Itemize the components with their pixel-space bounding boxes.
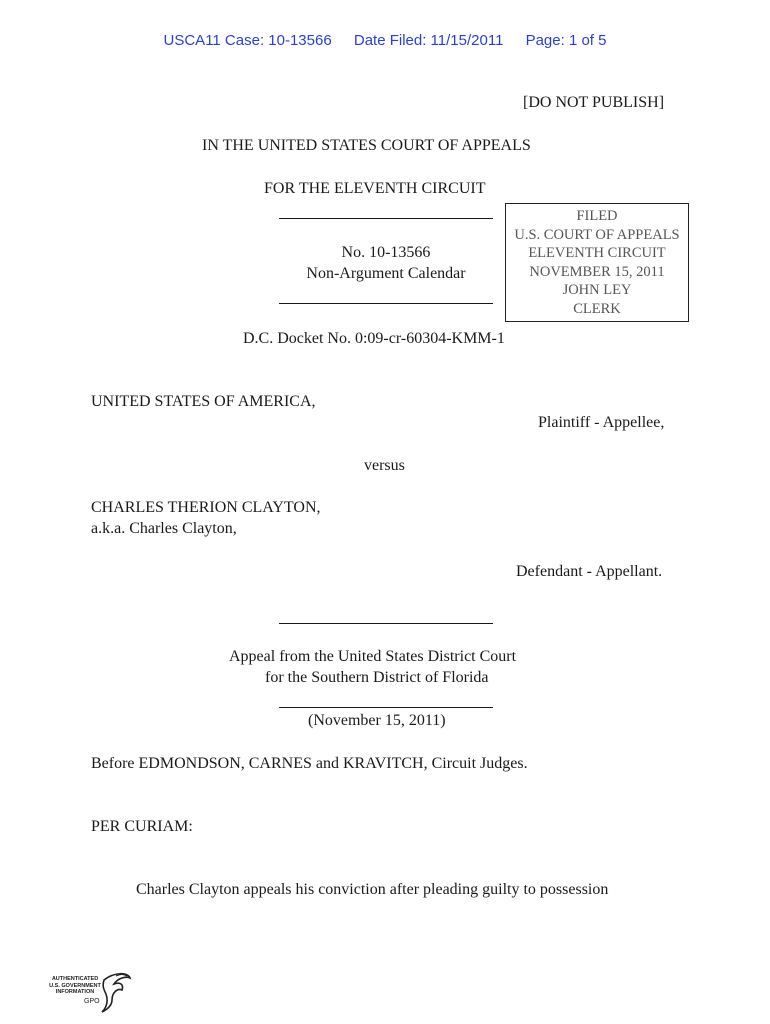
plaintiff-name: UNITED STATES OF AMERICA, <box>91 393 316 410</box>
defendant-name: CHARLES THERION CLAYTON, <box>91 499 321 516</box>
eagle-icon <box>100 970 134 1016</box>
gpo-authentication-logo <box>44 970 134 1016</box>
divider <box>279 218 493 219</box>
page-indicator: Page: 1 of 5 <box>525 32 607 49</box>
stamp-line: JOHN LEY <box>562 282 632 298</box>
gpo-mark: GPO <box>84 998 100 1005</box>
circuit-title: FOR THE ELEVENTH CIRCUIT <box>264 180 486 197</box>
divider <box>279 707 493 708</box>
gpo-logo-text <box>44 976 106 996</box>
versus-text: versus <box>364 457 405 474</box>
defendant-role: Defendant - Appellant. <box>516 563 663 580</box>
opinion-text: Charles Clayton appeals his conviction after pleading guilty to possession <box>136 881 609 898</box>
gpo-logo-line: INFORMATION <box>55 989 95 995</box>
per-curiam: PER CURIAM: <box>91 818 193 835</box>
publish-note: [DO NOT PUBLISH] <box>523 94 665 111</box>
filed-stamp <box>505 203 689 322</box>
appeal-line-2: for the Southern District of Florida <box>265 669 489 686</box>
appeal-line-1: Appeal from the United States District Court <box>229 648 517 665</box>
divider <box>279 303 493 304</box>
case-no: No. 10-13566 <box>341 244 431 261</box>
case-number: USCA11 Case: 10-13566 <box>163 32 332 49</box>
stamp-line: ELEVENTH CIRCUIT <box>528 245 666 261</box>
defendant-aka: a.k.a. Charles Clayton, <box>91 520 237 537</box>
decision-date: (November 15, 2011) <box>308 712 446 729</box>
plaintiff-role: Plaintiff - Appellee, <box>538 414 665 431</box>
gpo-logo-line: U.S. GOVERNMENT <box>49 982 101 989</box>
case-header <box>0 32 770 49</box>
court-title: IN THE UNITED STATES COURT OF APPEALS <box>202 137 531 154</box>
stamp-line: FILED <box>576 208 618 224</box>
gpo-logo-line: AUTHENTICATED <box>51 976 99 982</box>
calendar-type: Non-Argument Calendar <box>306 265 466 282</box>
stamp-line: NOVEMBER 15, 2011 <box>529 263 665 280</box>
stamp-line: CLERK <box>573 300 621 317</box>
panel-judges: Before EDMONDSON, CARNES and KRAVITCH, Circuit Judges. <box>91 755 528 772</box>
stamp-line: U.S. COURT OF APPEALS <box>514 226 680 243</box>
date-filed: Date Filed: 11/15/2011 <box>353 32 504 49</box>
docket-number: D.C. Docket No. 0:09-cr-60304-KMM-1 <box>243 330 505 347</box>
divider <box>279 623 493 624</box>
